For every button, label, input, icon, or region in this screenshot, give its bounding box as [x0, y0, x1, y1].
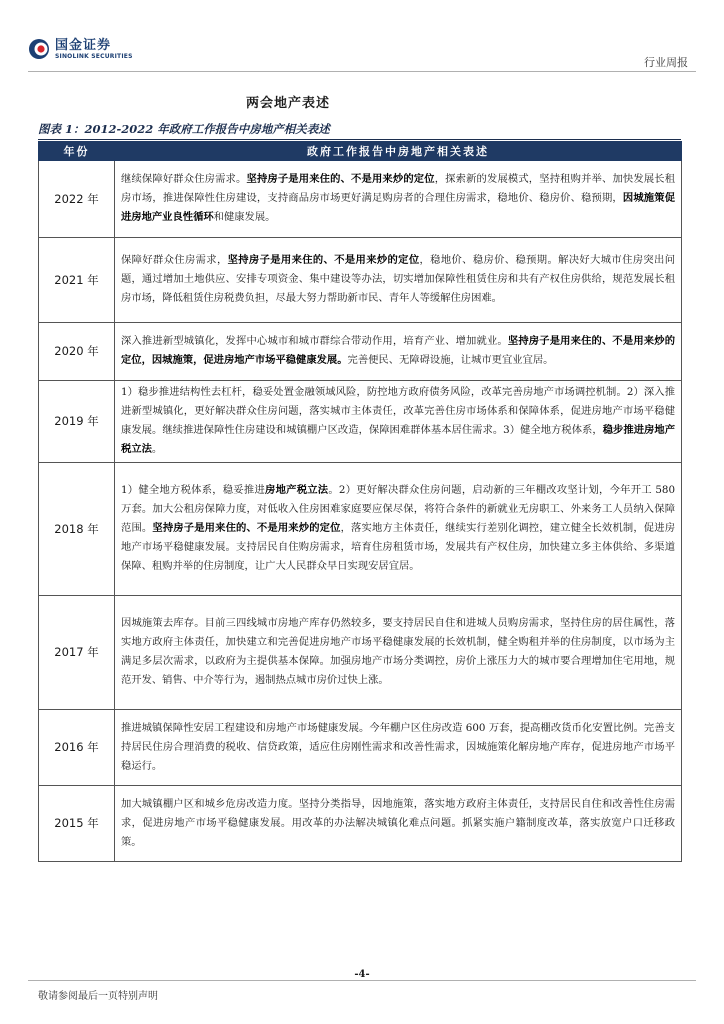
- sinolink-logo: [28, 38, 133, 60]
- statement-highlight: 房地产税立法: [265, 484, 329, 496]
- statement-highlight: 坚持房子是用来住的、不是用来炒的定位: [152, 522, 341, 534]
- table-row: [39, 161, 682, 238]
- row-statement: [115, 161, 682, 238]
- statement-text: 1）稳步推进结构性去杠杆，稳妥处置金融领域风险，防控地方政府债务风险，改革完善房地产市场调控机制。2）深入推进新型城镇化，更好解决群众住房问题，落实城市主体责任，改革完善住房市场体系和保障体系，促进房地产市场平稳健康发展。继续推进保障性住房建设和城镇棚户区改造，保障困难群体基本居住需求。3）健全地方税体系，: [121, 386, 675, 436]
- row-year: 2017 年: [39, 596, 115, 710]
- statement-highlight: 坚持房子是用来住的、不是用来炒的定位: [246, 173, 435, 185]
- table-header-row: [39, 142, 682, 161]
- row-year: 2022 年: [39, 161, 115, 238]
- column-header-year: 年份: [39, 142, 115, 161]
- statement-text: 1）健全地方税体系，稳妥推进: [121, 484, 266, 496]
- table-row: [39, 786, 682, 862]
- statement-text: 。2）更好解决群众住房问题，启动新的三年棚改攻坚计划，今年开工 580 万套。加大公租房保障力度，对低收入住房困难家庭要应保尽保，将符合条件的新就业无房职工、外来务工人员纳入保障范围。: [121, 484, 675, 534]
- sinolink-logo-icon: [28, 38, 50, 60]
- table-body: [39, 161, 682, 862]
- page-header: [28, 38, 696, 72]
- column-header-content: 政府工作报告中房地产相关表述: [115, 142, 682, 161]
- row-year: 2020 年: [39, 323, 115, 381]
- row-year: 2015 年: [39, 786, 115, 862]
- statement-text: 深入推进新型城镇化，发挥中心城市和城市群综合带动作用，培育产业、增加就业。: [121, 335, 508, 347]
- statement-text: ，稳地价、稳房价、稳预期。解决好大城市住房突出问题，通过增加土地供应、安排专项资金、集中建设等办法，切实增加保障性租赁住房和共有产权住房供给，规范发展长租房市场，降低租赁住房税费负担，尽最大努力帮助新市民、青年人等缓解住房困难。: [121, 254, 676, 304]
- statement-text: 加大城镇棚户区和城乡危房改造力度。坚持分类指导，因地施策，落实地方政府主体责任，支持居民自住和改善性住房需求，促进房地产市场平稳健康发展。用改革的办法解决城镇化难点问题。抓紧实施户籍制度改革，落实放宽户口迁移政策。: [121, 797, 675, 848]
- statement-text: ，落实地方主体责任，继续实行差别化调控，建立健全长效机制，促进房地产市场平稳健康发展。支持居民自住购房需求，培育住房租赁市场，发展共有产权住房，加快建立多主体供给、多渠道保障、租购并举的住房制度，让广大人民群众早日实现安居宜居。: [121, 522, 676, 572]
- header-divider: [28, 71, 696, 72]
- statement-text: 和健康发展。: [213, 211, 276, 223]
- logo-english-name: SINOLINK SECURITIES: [55, 52, 133, 60]
- row-statement: [115, 323, 682, 381]
- row-statement: [115, 463, 682, 596]
- statement-highlight: 因城施策促进房地产业良性循环: [121, 192, 676, 223]
- policy-statements-table: [38, 141, 682, 862]
- row-year: 2016 年: [39, 710, 115, 786]
- statement-text: 完善便民、无障碍设施，让城市更宜业宜居。: [347, 354, 554, 366]
- footer-disclaimer: 敬请参阅最后一页特别声明: [38, 991, 158, 1002]
- statement-text: 推进城镇保障性安居工程建设和房地产市场健康发展。今年棚户区住房改造 600 万套，提高棚改货币化安置比例。完善支持居民住房合理消费的税收、信贷政策，适应住房刚性需求和改善性需求，因城施策化解房地产库存，促进房地产市场平稳运行。: [121, 721, 675, 772]
- page-number: -4-: [354, 969, 370, 980]
- table-row: [39, 463, 682, 596]
- logo-chinese-name: 国金证券: [55, 37, 112, 53]
- section-title: 两会地产表述: [246, 96, 331, 111]
- footer-divider: [28, 980, 696, 981]
- table-row: [39, 238, 682, 323]
- row-year: 2019 年: [39, 381, 115, 463]
- statement-text: ，探索新的发展模式，坚持租购并举、加快发展长租房市场，推进保障性住房建设，支持商品房市场更好满足购房者的合理住房需求，稳地价、稳房价、稳预期，: [121, 173, 676, 204]
- table-row: [39, 596, 682, 710]
- row-year: 2018 年: [39, 463, 115, 596]
- statement-text: 保障好群众住房需求，: [121, 254, 228, 266]
- statement-text: 。: [151, 443, 163, 455]
- row-statement: [115, 381, 682, 463]
- row-year: 2021 年: [39, 238, 115, 323]
- table-row: [39, 710, 682, 786]
- figure-title-underline: [38, 139, 681, 140]
- statement-text: 因城施策去库存。目前三四线城市房地产库存仍然较多，要支持居民自住和进城人员购房需求，坚持住房的居住属性，落实地方政府主体责任，加快建立和完善促进房地产市场平稳健康发展的长效机制，健全购租并举的住房制度，以市场为主满足多层次需求，以政府为主提供基本保障。加强房地产市场分类调控，房价上涨压力大的城市要合理增加住宅用地，规范开发、销售、中介等行为，遏制热点城市房价过快上涨。: [121, 617, 675, 686]
- row-statement: [115, 710, 682, 786]
- statement-highlight: 稳步推进房地产税立法: [121, 424, 675, 455]
- statement-highlight: 坚持房子是用来住的、不是用来炒的定位: [227, 254, 420, 266]
- statement-highlight: 坚持房子是用来住的、不是用来炒的定位，因城施策，促进房地产市场平稳健康发展。: [121, 335, 676, 366]
- row-statement: [115, 238, 682, 323]
- row-statement: [115, 596, 682, 710]
- figure-title: 图表 1：2012-2022 年政府工作报告中房地产相关表述: [38, 122, 330, 136]
- row-statement: [115, 786, 682, 862]
- statement-text: 继续保障好群众住房需求。: [121, 173, 247, 185]
- table-row: [39, 323, 682, 381]
- report-type-label: 行业周报: [644, 56, 688, 69]
- table-row: [39, 381, 682, 463]
